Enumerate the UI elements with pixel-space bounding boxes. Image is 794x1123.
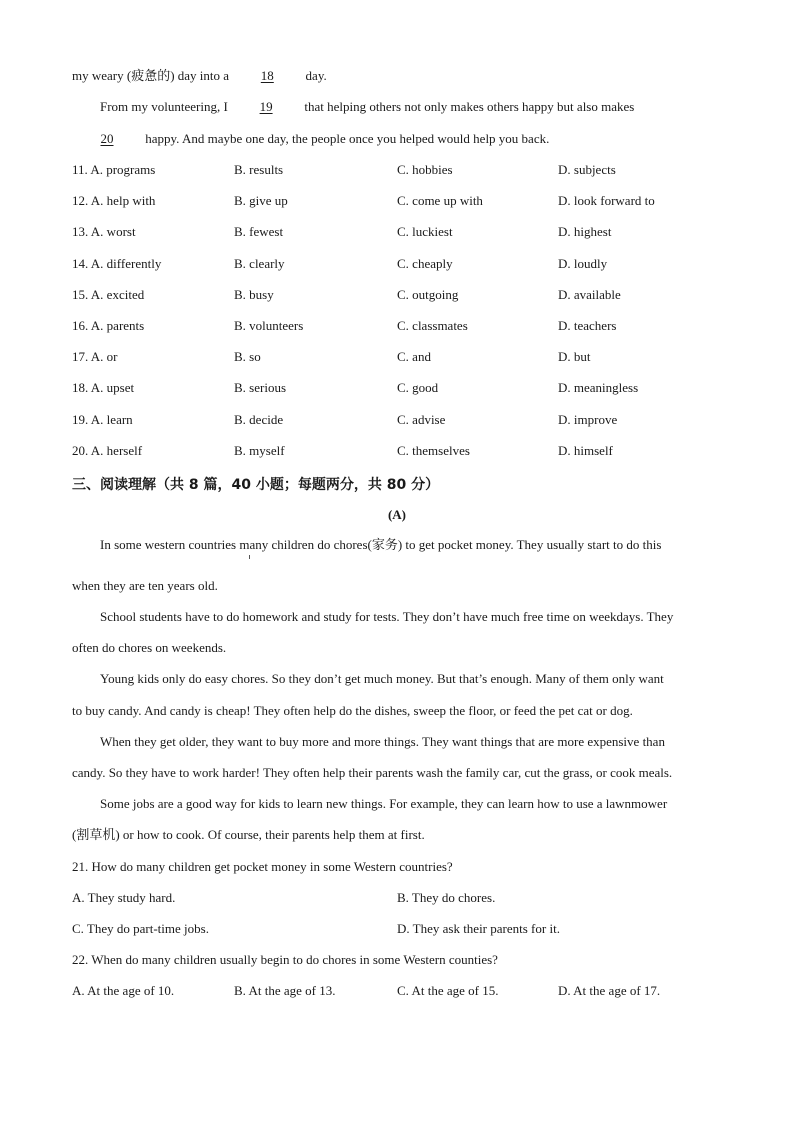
cloze-option-row-17 bbox=[72, 349, 118, 365]
option-b: B. give up bbox=[234, 193, 288, 209]
blank-20: 20 bbox=[100, 131, 114, 146]
question-number: 15. bbox=[72, 286, 89, 302]
question-number: 18. bbox=[72, 380, 89, 396]
blank-18: 18 bbox=[260, 68, 274, 83]
option-b: B. clearly bbox=[234, 255, 285, 271]
question-22-option-a: A. At the age of 10. bbox=[72, 983, 175, 998]
option-d: D. meaningless bbox=[558, 380, 639, 396]
passage-line: School students have to do homework and study for tests. They don’t have much free time on weekdays. They bbox=[100, 609, 674, 624]
option-c: C. cheaply bbox=[397, 255, 453, 271]
option-d: D. highest bbox=[558, 224, 612, 240]
option-d: D. available bbox=[558, 286, 621, 302]
blank-19: 19 bbox=[259, 99, 273, 114]
option-b: B. serious bbox=[234, 380, 286, 396]
question-22-option-c: C. At the age of 15. bbox=[397, 983, 499, 998]
option-c: C. come up with bbox=[397, 193, 483, 209]
option-a: A. excited bbox=[90, 286, 145, 302]
question-number: 20. bbox=[72, 442, 89, 458]
option-a: A. learn bbox=[90, 411, 133, 427]
cloze-option-row-14 bbox=[72, 256, 161, 272]
option-c: C. hobbies bbox=[397, 162, 453, 177]
question-21-option-b: B. They do chores. bbox=[397, 890, 496, 905]
cloze-option-row-16 bbox=[72, 318, 144, 334]
option-d: D. subjects bbox=[558, 162, 616, 177]
question-number: 12. bbox=[72, 193, 89, 209]
question-number: 13. bbox=[72, 224, 89, 240]
passage-label: (A) bbox=[387, 507, 407, 522]
passage-line: to buy candy. And candy is cheap! They often help do the dishes, sweep the floor, or feed the pet cat or dog. bbox=[72, 703, 633, 718]
option-c: C. themselves bbox=[397, 442, 470, 458]
option-c: C. good bbox=[397, 380, 439, 396]
option-c: C. and bbox=[397, 349, 431, 365]
question-number: 14. bbox=[72, 255, 89, 271]
question-number: 19. bbox=[72, 411, 89, 427]
question-21-option-d: D. They ask their parents for it. bbox=[397, 921, 560, 936]
cloze-option-row-13 bbox=[72, 224, 136, 240]
cloze-text: day. bbox=[302, 68, 327, 83]
option-d: D. loudly bbox=[558, 255, 608, 271]
option-b: B. volunteers bbox=[234, 318, 304, 333]
option-c: C. luckiest bbox=[397, 224, 453, 240]
question-22-stem: 22. When do many children usually begin to do chores in some Western counties? bbox=[72, 952, 498, 967]
cloze-option-row-19 bbox=[72, 412, 133, 428]
cloze-text: happy. And maybe one day, the people once you helped would help you back. bbox=[142, 131, 550, 146]
cloze-text: From my volunteering, I bbox=[100, 99, 232, 114]
option-d: D. but bbox=[558, 349, 591, 365]
option-c: C. advise bbox=[397, 411, 446, 427]
question-number: 17. bbox=[72, 349, 89, 365]
cloze-text: my weary (疲惫的) day into a bbox=[72, 68, 233, 83]
option-a: A. or bbox=[90, 349, 118, 365]
option-d: D. look forward to bbox=[558, 193, 655, 209]
cloze-line-2 bbox=[100, 99, 634, 115]
question-21-option-a: A. They study hard. bbox=[72, 890, 176, 905]
section-heading: 三、阅读理解（共 8 篇，40 小题；每题两分，共 80 分） bbox=[72, 477, 440, 493]
option-a: A. herself bbox=[90, 442, 143, 458]
option-b: B. decide bbox=[234, 411, 284, 427]
option-b: B. fewest bbox=[234, 224, 284, 240]
passage-line: candy. So they have to work harder! They often help their parents wash the family car, cut the grass, or cook meals. bbox=[72, 765, 673, 780]
question-22-option-d: D. At the age of 17. bbox=[558, 983, 661, 998]
option-a: A. parents bbox=[90, 318, 145, 333]
option-b: B. busy bbox=[234, 286, 274, 302]
option-a: A. worst bbox=[90, 224, 136, 240]
option-c: C. classmates bbox=[397, 318, 468, 333]
question-22-option-b: B. At the age of 13. bbox=[234, 983, 336, 998]
passage-line: Some jobs are a good way for kids to learn new things. For example, they can learn how to use a lawnmower bbox=[100, 796, 668, 811]
passage-line: When they get older, they want to buy more and more things. They want things that are more expensive than bbox=[100, 734, 665, 749]
question-number: 11. bbox=[72, 162, 88, 177]
cloze-option-row-15 bbox=[72, 287, 144, 303]
cloze-option-row-20 bbox=[72, 443, 142, 459]
option-c: C. outgoing bbox=[397, 286, 459, 302]
cloze-text: that helping others not only makes others happy but also makes bbox=[301, 99, 635, 114]
cloze-option-row-11 bbox=[72, 162, 155, 178]
option-a: A. differently bbox=[90, 255, 162, 271]
passage-line: (割草机) or how to cook. Of course, their parents help them at first. bbox=[72, 827, 425, 842]
option-a: A. programs bbox=[90, 162, 156, 177]
question-number: 16. bbox=[72, 318, 89, 333]
cloze-line-1 bbox=[72, 68, 327, 84]
passage-line: Young kids only do easy chores. So they don’t get much money. But that’s enough. Many of them only want bbox=[100, 671, 664, 686]
passage-line: often do chores on weekends. bbox=[72, 640, 227, 655]
cloze-option-row-18 bbox=[72, 380, 134, 396]
stray-mark bbox=[249, 555, 250, 559]
option-b: B. so bbox=[234, 349, 261, 365]
option-a: A. help with bbox=[90, 193, 156, 209]
option-d: D. improve bbox=[558, 411, 618, 427]
question-21-option-c: C. They do part-time jobs. bbox=[72, 921, 209, 936]
passage-line: In some western countries many children do chores(家务) to get pocket money. They usually start to do this bbox=[100, 537, 662, 552]
question-21-stem: 21. How do many children get pocket money in some Western countries? bbox=[72, 859, 453, 874]
option-b: B. myself bbox=[234, 442, 285, 458]
option-b: B. results bbox=[234, 162, 284, 177]
option-a: A. upset bbox=[90, 380, 135, 396]
option-d: D. teachers bbox=[558, 318, 617, 333]
passage-line: when they are ten years old. bbox=[72, 578, 218, 593]
cloze-line-3 bbox=[72, 131, 549, 147]
cloze-option-row-12 bbox=[72, 193, 155, 209]
option-d: D. himself bbox=[558, 442, 613, 458]
